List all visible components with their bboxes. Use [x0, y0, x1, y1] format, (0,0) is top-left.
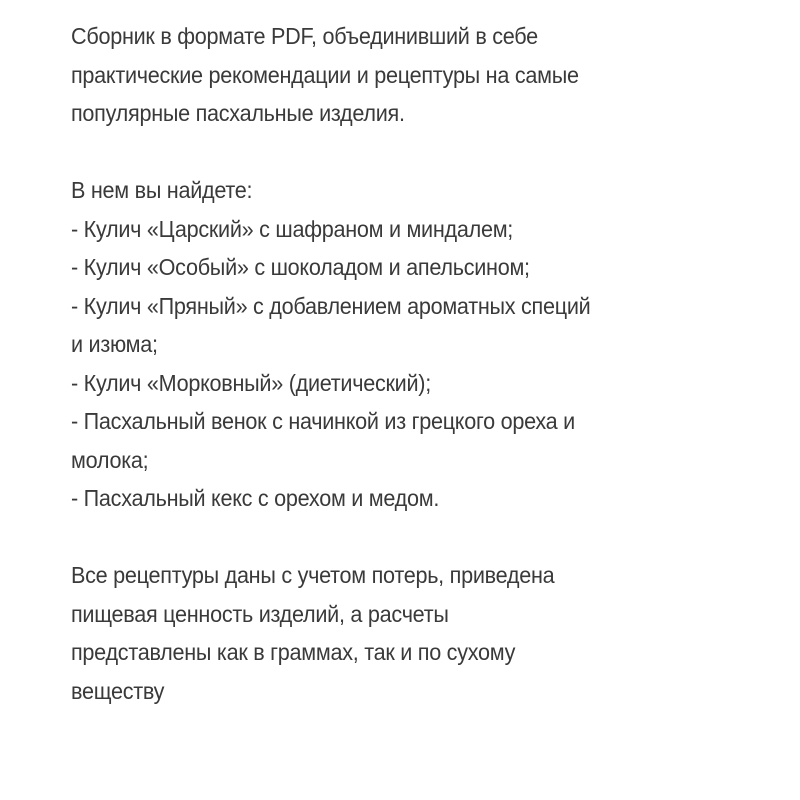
contents-heading: В нем вы найдете: [71, 177, 253, 203]
closing-line: пищевая ценность изделий, а расчеты [71, 600, 449, 627]
list-item: - Пасхальный кекс с орехом и медом. [71, 485, 440, 511]
closing-line: Все рецептуры даны с учетом потерь, приведена [71, 562, 555, 588]
list-item-continuation: и изюма; [71, 331, 158, 357]
list-item: - Кулич «Особый» с шоколадом и апельсином; [71, 254, 530, 280]
intro-line: практические рекомендации и рецептуры на самые [71, 61, 579, 88]
closing-line: веществу [71, 677, 165, 704]
recipe-list [71, 210, 715, 518]
closing-line: представлены как в граммах, так и по сухому [71, 639, 516, 665]
paragraph-spacer [71, 518, 715, 557]
intro-paragraph [71, 17, 715, 133]
list-item: - Кулич «Царский» с шафраном и миндалем; [71, 215, 514, 242]
closing-paragraph [71, 556, 715, 710]
intro-line: популярные пасхальные изделия. [71, 100, 405, 126]
intro-line: Сборник в формате PDF, объединивший в себе [71, 23, 538, 49]
paragraph-spacer [71, 133, 715, 172]
list-item: - Кулич «Пряный» с добавлением ароматных специй [71, 292, 591, 319]
list-item: - Пасхальный венок с начинкой из грецкого ореха и [71, 408, 575, 434]
document-body [71, 17, 715, 710]
list-item-continuation: молока; [71, 446, 149, 473]
list-item: - Кулич «Морковный» (диетический); [71, 369, 431, 396]
